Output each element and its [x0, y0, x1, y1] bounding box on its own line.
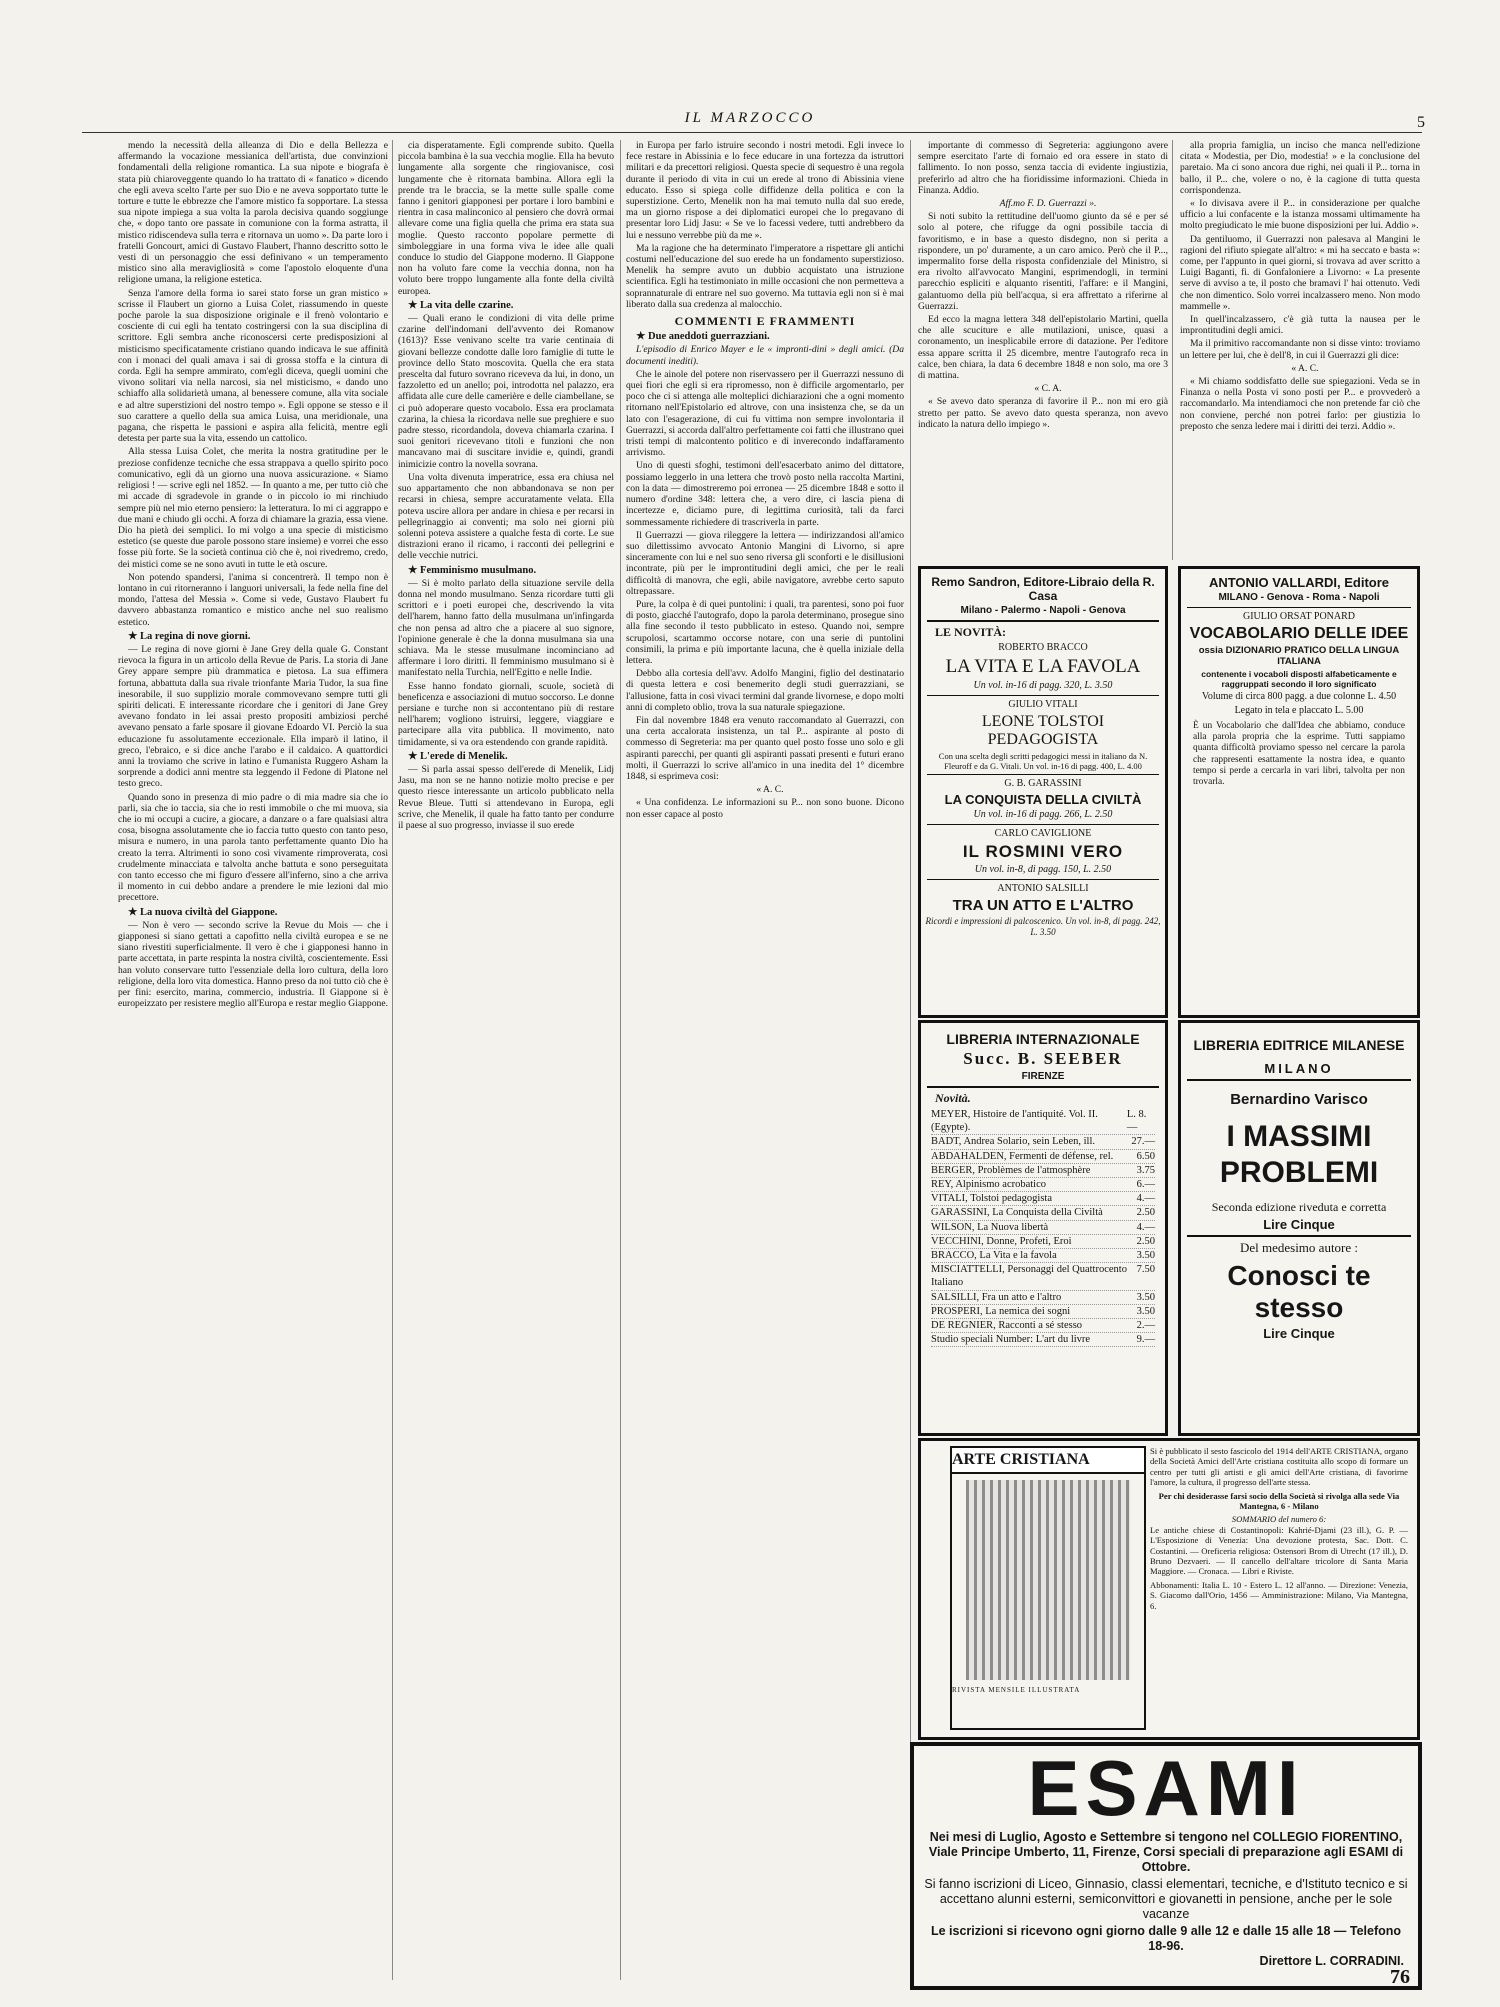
paragraph: « Mi chiamo soddisfatto delle sue spiegazioni. Veda se in Finanza o nella Posta vi sono posti per P... e provvederò a raccomandarlo. Ma intendiamoci che non pretende far ciò che non conviene, perché non potrei farlo: per giustizia lo preposto che senza ledere mai i diritti dei terzi. Addio ».	[1180, 376, 1420, 432]
paragraph: mendo la necessità della alleanza di Dio e della Bellezza e affermando la vocazione messianica dell'artista, due convinzioni fondamentali della religione romantica. La sua nipote e biografa è stata più chiaroveggente quando lo ha trattato di « fanatico » dicendo che egli aveva scelto l'arte per suo Dio e ne aveva sopportato tutte le torture e tutte le ebbrezze che l'amore mistico fa sopportare. La stessa sua nipote impiega a sua volta la parola decisiva quando soggiunge che, « dopo tanto ore passate in comunione con la forma astratta, il mistico ridiscendeva sulla terra e ritornava un uomo ». Da parte loro i fratelli Goncourt, amici di Gustavo Flaubert, l'hanno descritto sotto le vesti di un personaggio che essi definivano « un temperamento mistico sino alla meravigliosità » come l'apostolo eloquente d'una religione umana, la religione estetica.	[118, 140, 388, 286]
section-heading: ★ Femminismo musulmano.	[408, 564, 537, 576]
ad-city: FIRENZE	[1021, 1071, 1065, 1082]
paragraph: Che le ainole del potere non riservassero per il Guerrazzi nessuno di quei fiori che egli si era ripromesso, non è difficile argomentarlo, per poco che ci si attenga alle molteplici dichiarazioni che a ogni momento ritornano nell'Epistolario ed altrove, con una insistenza che, se da un lato con l'esagerazione, di cui fu vittima non sempre involontaria il Guerrazzi, si accorda dall'altro perfettamente coi fatti che illustrano quei tristi tempi di malcontento politico e di inverecondo indaffaramento arrivismo.	[626, 368, 904, 459]
book-author: ANTONIO SALSILLI	[997, 883, 1089, 894]
column-rule	[910, 140, 911, 1980]
book-list-item	[931, 1291, 1155, 1305]
book-author: ROBERTO BRACCO	[998, 642, 1088, 653]
paragraph: Si noti subito la rettitudine dell'uomo giunto da sé e per sé solo al potere, che rifugge da ogni possibile taccia di favoritismo, e in base a questo disdegno, non si perita a rispondere, un po' duramente, a un caro amico. Però che il P..., impermalito forse della risposta confidenziale del Ministro, si era rivolto all'avvocato Mangini, esprimendogli, in termini parecchio espliciti e alquanto risentiti, l'affare: e il Mangini, galantuomo della più bell'acqua, si era affrettato a riferirne al Guerrazzi.	[918, 211, 1168, 312]
paragraph: Senza l'amore della forma io sarei stato forse un gran mistico » scrisse il Flaubert un giorno a Luisa Colet, riassumendo in queste poche parole la sua disposizione originale e il frenò volontario e cosciente di cui egli ha tentato costringersi con la sua disciplina di scrittore. Egli sembra anche riconoscersi certe predisposizioni al misticismo specificatamente cristiano quando indicava le sue affinità con i monaci del quali amava i sai di grossa stoffa e la cintura di corda. Egli ha sempre ammirato, com'egli diceva, quegli uomini che vivono solitari via nella narcosi, sia nel misticismo, « dando uno schiaffo alla solidarietà umana, al benessere comune, alla vita sociale e ad altre superstizioni del nostro tempo ». Egli oppone se stesso e il suo carattere a quello della sua amica Luisa, una meridionale, una pagana, che rispetta le passioni e aspira alla felicità, mentre egli detesta per parte sua la vita, essendo un cattolico.	[118, 287, 388, 445]
masthead: IL MARZOCCO	[684, 110, 816, 126]
book-list-title: BADT, Andrea Solario, sein Leben, ill.	[931, 1136, 1095, 1148]
book-list-price: 7.50	[1136, 1264, 1155, 1276]
column-rule	[620, 140, 621, 1980]
divider	[1187, 607, 1411, 608]
book-author: GIULIO VITALI	[1008, 699, 1078, 710]
section-heading: ★ L'erede di Menelik.	[408, 750, 508, 762]
book-list-title: SALSILLI, Fra un atto e l'altro	[931, 1291, 1062, 1303]
price: Lire Cinque	[1263, 1217, 1335, 1232]
article-column-1	[118, 140, 388, 1980]
book-list-price: 2.50	[1136, 1207, 1155, 1219]
book-list-title: WILSON, La Nuova libertà	[931, 1221, 1049, 1233]
divider	[927, 774, 1159, 775]
same-author: Del medesimo autore :	[1239, 1240, 1359, 1255]
book-list-title: VITALI, Tolstoi pedagogista	[931, 1193, 1053, 1205]
book-list-price: 6.—	[1136, 1179, 1155, 1191]
paragraph: — Si è molto parlato della situazione servile della donna nel mondo musulmano. Senza ricordare tutti gli scrittori e i poeti europei che, descrivendo la vita dell'harem, hanno fatto della musulmana un'infingarda che non pensa ad altro che a piacere al suo signore, l'opinione generale è che la donna musulmana sia una schiava. Ma le stesse musulmane incominciano ad affermare i loro diritti. Il femminismo musulmano si è manifestato nella Turchia, nell'Egitto e nelle Indie.	[398, 577, 614, 679]
book-subtitle: ossia DIZIONARIO PRATICO DELLA LINGUA ITALIANA	[1198, 645, 1400, 667]
divider	[1187, 1235, 1411, 1237]
ad-body: Si è pubblicato il sesto fascicolo del 1914 dell'ARTE CRISTIANA, organo della Società Amici dell'Arte cristiana costituita allo scopo di formare un centro per tutti gli artisti e gli amici dell'Arte cristiana, di favorirne l'amore, la cultura, il progresso dell'arte stessa.	[1150, 1446, 1408, 1488]
ad-libreria-milanese	[1178, 1020, 1420, 1436]
ad-text: Le iscrizioni si ricevono ogni giorno dalle 9 alle 12 e dalle 15 alle 18 — Telefono 18-96.	[930, 1924, 1402, 1953]
paragraph: Il Guerrazzi — giova rileggere la lettera — indirizzandosi all'amico suo dilettissimo avvocato Antonio Mangini di Livorno, si apre sinceramente con lui e nel suo seno riversa gli sconforti e le disillusioni incontrate, più per le improntitudini degli amici, che per le reali difficoltà di manovra, che egli, abile navigatore, avrebbe certo saputo oltrepassare.	[626, 529, 904, 597]
paragraph: Non potendo spandersi, l'anima si concentrerà. Il tempo non è lontano in cui ritorneranno i languori universali, la fede nella fine del mondo, l'attesa del Messia ». Come si vede, Gustavo Flaubert fu davvero abbastanza romantico e mistico anche nel suo realismo estetico.	[118, 571, 388, 628]
ad-novita: Novità.	[935, 1091, 971, 1105]
ad-title: LIBRERIA INTERNAZIONALE	[946, 1031, 1140, 1047]
sommario-contents: Le antiche chiese di Costantinopoli: Kahrié-Djami (23 ill.), G. P. — L'Esposizione di Venezia: Una devozione protesta, Sac. Dott. C. Costantini. — Oreficeria religiosa: Ostensori Brom di Utrecht (17 ill.), D. Bruno Dezvaeri. — Il cancello dell'altare tricolore di Santa Maria Maggiore. — Cronaca. — Libri e Riviste.	[1150, 1524, 1408, 1577]
price: Legato in tela e placcato L. 5.00	[1234, 705, 1364, 716]
cover-illustration	[966, 1480, 1130, 1680]
book-list-item	[931, 1305, 1155, 1319]
book-list-item	[931, 1319, 1155, 1333]
book-list-item	[931, 1263, 1155, 1290]
book-list-item	[931, 1150, 1155, 1164]
header-rule	[82, 132, 1422, 133]
paragraph: — Quali erano le condizioni di vita delle prime czarine dell'indomani dell'avvento dei Romanow (1613)? Esse venivano scelte tra varie centinaia di giovani bellezze condotte dalle loro famiglie di tutte le province dello Stato moscovita. Quella che era stata prescelta dal futuro sovrano riceveva da lui, in dono, un fazzoletto ed un anello; poi, introdotta nel palazzo, era affidata alle cure delle camerière e delle ciambellane, se ci può adoperare questo vocabolo. Essa era proclamata czarina, la chiesa la ricordava nelle sue preghiere e suo padre stesso, ricordandola, doveva chiamarla czarina. I suoi genitori ricevevano titoli e funzioni che non mancavano mai di suscitare invidie e, quindi, grandi inimicizie contro la novella sovrana.	[398, 313, 614, 470]
book-list-title: BRACCO, La Vita e la favola	[931, 1250, 1057, 1262]
sommario-title: SOMMARIO del numero 6:	[1231, 1514, 1327, 1525]
ad-title: Remo Sandron, Editore-Libraio della R. Casa	[931, 575, 1155, 603]
section-heading: ★ La regina di nove giorni.	[128, 630, 251, 642]
book-list-item	[931, 1164, 1155, 1178]
ad-title: ESAMI	[1027, 1744, 1305, 1832]
paragraph: in Europa per farlo istruire secondo i nostri metodi. Egli invece lo fece restare in Abissinia e lo fece educare in una fortezza da istruttori militari e da precettori religiosi. Questa specie di sequestro è una regola durante il periodo di vita in cui un erede al trono di Abissinia viene educato. Esso si spiega colle diffidenze della politica e con la superstizione. Certo, Menelik non ha mai temuto nulla dal suo erede, ma un giorno rispose a dei diplomatici europei che lo pregavano di presentar loro Lidj Jasu: « Se ve lo facessi vedere, tutti andrebbero da lui e nessuno verrebbe più da me ».	[626, 140, 904, 241]
ad-cities: MILANO - Genova - Roma - Napoli	[1218, 592, 1380, 603]
book-list-title: GARASSINI, La Conquista della Civiltà	[931, 1207, 1103, 1219]
paragraph: alla propria famiglia, un inciso che manca nell'edizione citata « Modestia, per Dio, modestia! » e la conclusione del paretaio. Ma ci sono ancora due righi, nei quali il P... torna in ballo, il P... che, volere o no, è la cagione di tutta questa corrispondenza.	[1180, 140, 1420, 196]
ad-title: LIBRERIA EDITRICE MILANESE	[1193, 1037, 1405, 1053]
book-list-title: PROSPERI, La nemica dei sogni	[931, 1305, 1071, 1317]
divider	[927, 824, 1159, 825]
book-desc: contenente i vocaboli disposti alfabeticamente e raggruppati secondo il loro significato	[1201, 669, 1397, 689]
ad-novita: LE NOVITÀ:	[935, 625, 1007, 639]
column-rule	[392, 140, 393, 1980]
price: Volume di circa 800 pagg. a due colonne L. 4.50	[1201, 691, 1397, 702]
magazine-subtitle: RIVISTA MENSILE ILLUSTRATA	[952, 1686, 1081, 1694]
book-list-title: ABDAHALDEN, Fermenti de défense, rel.	[931, 1150, 1114, 1162]
magazine-cover	[950, 1446, 1146, 1730]
book-list-price: 2.—	[1136, 1320, 1155, 1332]
book-info: Con una scelta degli scritti pedagogici messi in italiano da N. Fleuroff e da G. Vitali. Un vol. in-16 di pagg. 400, L. 4.00	[938, 751, 1148, 771]
corner-mark: 5	[1417, 114, 1425, 131]
book-title: TRA UN ATTO E L'ALTRO	[952, 897, 1134, 914]
section-heading: ★ La vita delle czarine.	[408, 299, 514, 311]
paragraph: L'episodio di Enrico Mayer e le « impronti-dini » degli amici. (Da documenti inediti).	[626, 344, 904, 367]
signature: « A. C.	[1291, 362, 1319, 374]
book-list-price: 27.—	[1131, 1136, 1155, 1148]
book-list-price: 3.50	[1136, 1291, 1155, 1303]
book-list-title: BERGER, Problèmes de l'atmosphère	[931, 1164, 1091, 1176]
divider	[927, 879, 1159, 880]
ad-firm: Succ. B. SEEBER	[963, 1049, 1123, 1068]
book-author: G. B. GARASSINI	[1004, 778, 1082, 789]
ad-city: MILANO	[1264, 1061, 1334, 1076]
ad-director: Direttore L. CORRADINI.	[1259, 1954, 1404, 1968]
article-column-5	[1180, 140, 1420, 560]
book-list-title: MEYER, Histoire de l'antiquité. Vol. II. (Egypte).	[931, 1109, 1098, 1134]
magazine-title: ARTE CRISTIANA	[952, 1448, 1144, 1474]
book-list-item	[931, 1333, 1155, 1347]
book-list-price: 3.50	[1136, 1250, 1155, 1262]
book-list-item	[931, 1249, 1155, 1263]
book-title: VOCABOLARIO DELLE IDEE	[1189, 625, 1409, 642]
paragraph: Quando sono in presenza di mio padre o di mia madre sia che io parli, sia che io taccia, sia che io resti immobile o che mi muova, sia che io mi occupi a cucire, a giocare, a danzare o a fare qualsiasi altra cosa, bisogna assolutamente che io faccia tutto questo con tanto peso, misura e numero, in una parola tanto perfettamente quanto Dio ha creato la terra. Altrimenti io sono così vivamente rimproverata, così crudelmente minacciata e talvolta anche battuta e sono perseguitata con tanto eccesso che mi figuro d'essere all'inferno, sino a che arriva il momento in cui debbo andare a prendere le mie lezioni dal mio precettore.	[118, 791, 388, 904]
paragraph: « Una confidenza. Le informazioni su P... non sono buone. Dicono non esser capace al posto	[626, 797, 904, 820]
divider	[927, 620, 1159, 622]
article-column-4	[918, 140, 1168, 560]
book-author: Bernardino Varisco	[1230, 1091, 1368, 1108]
book-list-title: Studio speciali Number: L'art du livre	[931, 1334, 1091, 1346]
book-info: Ricordi e impressioni di palcoscenico. Un vol. in-8, di pagg. 242, L. 3.50	[925, 916, 1161, 937]
book-list-item	[931, 1178, 1155, 1192]
paragraph: Ma la ragione che ha determinato l'imperatore a rispettare gli antichi costumi nell'educazione del suo erede ha un fondamento superstizioso. Menelik ha sempre avuto un dubbio acquistato una istruzione scientifica. Egli ha testimoniato in mille occasioni che non permetteva a soprannaturale di entrare nel suo governo. Ma tuttavia egli non si è mai liberato dalla sua credenza al malocchio.	[626, 242, 904, 310]
ad-seeber	[918, 1020, 1168, 1436]
book-author: CARLO CAVIGLIONE	[994, 828, 1092, 839]
paragraph: cia disperatamente. Egli comprende subito. Quella piccola bambina è la sua vecchia moglie. Ella ha bevuto lungamente alla sorgente che ringiovanisce, così lungamente che è ritornata bambina. Allora egli la prende tra le braccia, se la mette sulle spalle come fanno i genitori giapponesi per portare i loro bambini e rientra in casa malinconico al pensiero che dovrà ormai allevare come una figlia quella che prima era stata sua moglie. Questo racconto popolare permette di simboleggiare in una forma viva le idee alle quali conduce lo studio del Giappone moderno. Il Giappone non ha voluto fare come la vecchia donna, non ha voluto bere troppo lungamente alla fonte della civiltà europea.	[398, 140, 614, 297]
book-title: I MASSIMI	[1226, 1120, 1372, 1153]
book-list-price: 3.75	[1136, 1164, 1155, 1176]
section-heading: ★ Due aneddoti guerrazziani.	[636, 331, 770, 343]
book-title: LA VITA E LA FAVOLA	[945, 656, 1141, 677]
arte-text	[1150, 1446, 1408, 1611]
page-number: 76	[1390, 1966, 1410, 1988]
book-list-price: 2.50	[1136, 1235, 1155, 1247]
section-heading: ★ La nuova civiltà del Giappone.	[128, 906, 278, 918]
paragraph: Da gentiluomo, il Guerrazzi non palesava al Mangini le ragioni del rifiuto spiegate all'altro: « mi ha seccato e basta »: come, per l'appunto in quei giorni, si trovava ad aver scritto a Luigi Baganti, fi. di Gonfaloniere a Livorno: « La presente serve di avviso a te, il posto che bramavi l' hai ottenuto. Vedi che non dimentico. Solo vorrei incalzassero meno. Non modo mammelle ».	[1180, 233, 1420, 312]
ad-vallardi	[1178, 566, 1420, 1018]
paragraph: importante di commesso di Segreteria: aggiungono avere sempre esercitato l'arte di fornaio ed ora essere in stato di fallimento. Io non posso, senza taccia di evidente ingiustizia, preferirlo ad altro che ha fioridissime informazioni. Chieda in Finanza. Addio.	[918, 140, 1168, 196]
book-author: GIULIO ORSAT PONARD	[1242, 611, 1356, 622]
ad-sandron	[918, 566, 1168, 1018]
ad-text: Si fanno iscrizioni di Liceo, Ginnasio, classi elementari, tecniche, e d'Istituto tecnico e si accettano alunni esterni, semiconvittori e giovanetti in pensione, anche per le sole vacanze	[924, 1877, 1408, 1921]
book-list-price: 4.—	[1136, 1193, 1155, 1205]
paragraph: Esse hanno fondato giornali, scuole, società di beneficenza e associazioni di mutuo soccorso. Le donne persiane e turche non si accontentano più di restare nell'harem; vogliono istruirsi, leggere, viaggiare e partecipare alla vita pubblica. Il movimento, nato timidamente, si va ora estendendo con grande rapidità.	[398, 680, 614, 748]
book-list-price: L. 8.—	[1126, 1109, 1147, 1134]
book-list-item	[931, 1206, 1155, 1220]
paragraph: Una volta divenuta imperatrice, essa era chiusa nel suo appartamento che non abbandonava se non per recarsi in chiesa, sempre accuratamente velata. Ella poteva uscire allora per andare in chiesa e per recarsi in pellegrinaggio ai conventi; ma solo nei giorni più solenni poteva assistere a qualche festa di corte. Le sue distrazioni erano il ricamo, i racconti dei pellegrini e delle vecchie nutrici.	[398, 471, 614, 562]
divider	[927, 1086, 1159, 1088]
paragraph: — Si parla assai spesso dell'erede di Menelik, Lidj Jasu, ma non se ne hanno notizie molto precise e per questo riesce interessante un articolo pubblicato nella Revue Bleue. Tutti si attendevano in Europa, egli scrive, che Menelik, il quale ha fatto tanto per condurre il paese al suo progresso, inviasse il suo erede	[398, 763, 614, 831]
book-list-price: 3.50	[1136, 1305, 1155, 1317]
paragraph: Debbo alla cortesia dell'avv. Adolfo Mangini, figlio del destinatario di questa lettera e così benemerito degli studi guerrazziani, se l'allusione, fatta in così vivaci termini dal grande livornese, e dopo molti anni di completo oblio, trova la sua naturale spiegazione.	[626, 668, 904, 713]
book-title: PROBLEMI	[1219, 1156, 1379, 1189]
article-column-3	[626, 140, 904, 1980]
subscribe-note: Per chi desiderasse farsi socio della Società si rivolga alla sede Via Mantegna, 6 - Milano	[1158, 1490, 1400, 1512]
book-list-item	[931, 1192, 1155, 1206]
ad-title: ANTONIO VALLARDI, Editore	[1208, 575, 1390, 590]
article-column-2	[398, 140, 614, 1980]
paragraph: — Le regina di nove giorni è Jane Grey della quale G. Constant rievoca la figura in un articolo della Revue de Paris. La storia di Jane Grey appare sempre più drammatica e pietosa. La sua effimera fortuna, abbattuta dalla sua rivale trionfante Maria Tudor, la sua fine inesorabile, il suo supplizio morale commovevano sempre tutti gli spiriti delicati. E interessante ricordare che i genitori di Jane Grey avevano fondato in lei assai presto propositi ambiziosi perché avevano pensato a farle sposare il giovane Edoardo VI. Perciò la sua educazione fu assolutamente eccezionale. Ella imparò il latino, il greco, l'ebraico, e si dice anche l'arabo e il caldaico. A quattordici anni la troviamo che scrive in latino e l'umanista Ruggero Asham la sorprende a dodici anni mentre sta leggendo il Fedone di Platone nel testo greco.	[118, 643, 388, 790]
signature: « C. A.	[1034, 383, 1062, 395]
book-title: IL ROSMINI VERO	[962, 842, 1124, 861]
book-list-title: DE REGNIER, Racconti a sé stesso	[931, 1320, 1083, 1332]
ad-cities: Milano - Palermo - Napoli - Genova	[960, 605, 1126, 616]
paragraph: — Non è vero — secondo scrive la Revue du Mois — che i giapponesi si siano gettati a capofitto nella civiltà europea e se ne siano rivestiti superficialmente. Il vero è che i giapponesi hanno in parte accettata, in parte respinta la nostra civiltà, coscientemente. Essi han voluto conservare tutto l'essenziale della loro cultura, della loro religione, della loro vita domestica. Hanno preso da noi tutto ciò che è per fini: esercito, marina, commercio, industria. Il Giappone si è europeizzato per resistere meglio all'Europa e restar meglio Giappone.	[118, 919, 388, 1010]
book-list-item	[931, 1221, 1155, 1235]
book-edition: Seconda edizione riveduta e corretta	[1211, 1200, 1387, 1214]
book-list-item	[931, 1235, 1155, 1249]
price: Lire Cinque	[1263, 1326, 1335, 1341]
paragraph: « Io divisava avere il P... in considerazione per qualche ufficio a lui confacente e la istanza mossami ultimamente ha molto pregiudicato le mie buone disposizioni per lui. Addio ».	[1180, 198, 1420, 232]
section-title: COMMENTI E FRAMMENTI	[674, 314, 856, 329]
paragraph: Uno di questi sfoghi, testimoni dell'esacerbato animo del dittatore, possiamo leggerlo in una lettera che trovò posto nella raccolta Martini, con la data — dimostreremo poi erronea — 25 dicembre 1848 e sotto il numero d'ordine 348: lettera che, a vero dire, ci lascia piena di incertezze e, diciamo pure, di legittima curiosità, tali da farci sommessamente richiedere di trascriverla in parte.	[626, 460, 904, 528]
paragraph: In quell'incalzassero, c'è già tutta la nausea per le improntitudini degli amici.	[1180, 314, 1420, 337]
column-rule	[1172, 140, 1173, 560]
ad-body: È un Vocabolario che dall'Idea che abbiamo, conduce alla parola propria che la esprime. Tutti sappiamo quanta difficoltà proviamo spesso nel cercare la parola che rappresenti esattamente la nostra idea, e quanto tempo si perde a cercarla in vari libri, talvolta per non trovarla.	[1193, 721, 1405, 788]
book-info: Un vol. in-8, di pagg. 150, L. 2.50	[974, 864, 1112, 875]
book-list-price: 6.50	[1136, 1150, 1155, 1162]
paragraph: Fin dal novembre 1848 era venuto raccomandato al Guerrazzi, con una certa accalorata insistenza, un tal P... aspirante al posto di commesso di Segreteria: ma per quanto quel posto fosse uno solo e gli aspiranti parecchi, per quanti gli aspiranti passati presenti e futuri erano molti, il Guerrazzi lo scrive all'amico in una inedita del 1° dicembre 1848, si esprimeva così:	[626, 714, 904, 782]
subscription-info: Abbonamenti: Italia L. 10 - Estero L. 12 all'anno. — Direzione: Venezia, S. Giacomo dall'Orio, 1456 — Amministrazione: Milano, Via Mantegna, 6.	[1150, 1579, 1408, 1611]
paragraph: « Se avevo dato speranza di favorire il P... non mi ero già stretto per patto. Se avevo dato questa speranza, non avevo indicato la natura dello impiego ».	[918, 396, 1168, 430]
paragraph: Ed ecco la magna lettera 348 dell'epistolario Martini, quella che alle scuciture e alle mutilazioni, unisce, quasi a coronamento, un inesplicabile errore di datazione. Per l'editore essa appare scritta il 25 dicembre, mentre l'autografo reca in calce, ben chiara, la data 6 decembre 1848 e non solo, ma ore 3 di mattina.	[918, 314, 1168, 382]
paragraph: Alla stessa Luisa Colet, che merita la nostra gratitudine per le preziose confidenze tecniche che essa strappava a quello spirito poco comunicativo, egli dà un giorno una nuova assicurazione. « Siamo religiosi ! — scrive egli nel 1852. — In quanto a me, per tutto ciò che mi accade di sgradevole in grande o in piccolo io mi rinchiudo sempre più nel mio eterno pensiero: la letteratura. Io mi ci aggrappo e due mani e chiudo gli occhi. A forza di chiamare la grazia, essa viene. Dio ha pietà dei semplici. Io mi volgo a una specie di misticismo estetico (se queste due parole possono stare insieme) e vorrei che esso fosse più forte. Se la società continua ciò che è, noi rivedremo, credo, dei mistici come se ne sono avuti in tutte le età oscure.	[118, 446, 388, 570]
book-list-title: VECCHINI, Donne, Profeti, Eroi	[931, 1235, 1072, 1247]
ad-esami	[910, 1742, 1422, 1990]
book-title: LEONE TOLSTOI PEDAGOGISTA	[981, 713, 1105, 748]
book-list-title: REY, Alpinismo acrobatico	[931, 1179, 1047, 1191]
book-list-item	[931, 1108, 1155, 1135]
divider	[1187, 1079, 1411, 1081]
book-list-price: 4.—	[1136, 1221, 1155, 1233]
ad-text: Nei mesi di Luglio, Agosto e Settembre si tengono nel COLLEGIO FIORENTINO, Viale Principe Umberto, 11, Firenze, Corsi speciali di preparazione agli ESAMI di Ottobre.	[928, 1830, 1404, 1874]
paragraph: Pure, la colpa è di quei puntolini: i quali, tra parentesi, sono poi fuor di posto, giacché l'autografo, dopo la parola determinano, prosegue sino alla fine secondo il testo pubblicato in esteso. Quando noi, sempre scrupolosi, scartammo occorse notare, con una serie di puntolini consimili, la prima e più importante lacuna, che è quella iniziale della lettera.	[626, 598, 904, 666]
book-info: Un vol. in-16 di pagg. 266, L. 2.50	[973, 809, 1113, 820]
divider	[927, 695, 1159, 696]
book-list-title: MISCIATTELLI, Personaggi del Quattrocento Italiano	[931, 1264, 1127, 1289]
book-title: Conosci te stesso	[1227, 1260, 1371, 1323]
book-list-item	[931, 1135, 1155, 1149]
signature: Aff.mo F. D. Guerrazzi ».	[999, 198, 1097, 210]
book-title: LA CONQUISTA DELLA CIVILTÀ	[944, 792, 1142, 807]
book-info: Un vol. in-16 di pagg. 320, L. 3.50	[973, 680, 1113, 691]
book-list-price: 9.—	[1136, 1334, 1155, 1346]
book-list	[921, 1108, 1165, 1347]
paragraph: Ma il primitivo raccomandante non si disse vinto: troviamo un lettere per lui, che è dell'8, in cui il Guerrazzi gli dice:	[1180, 338, 1420, 361]
signature: « A. C.	[756, 784, 784, 796]
